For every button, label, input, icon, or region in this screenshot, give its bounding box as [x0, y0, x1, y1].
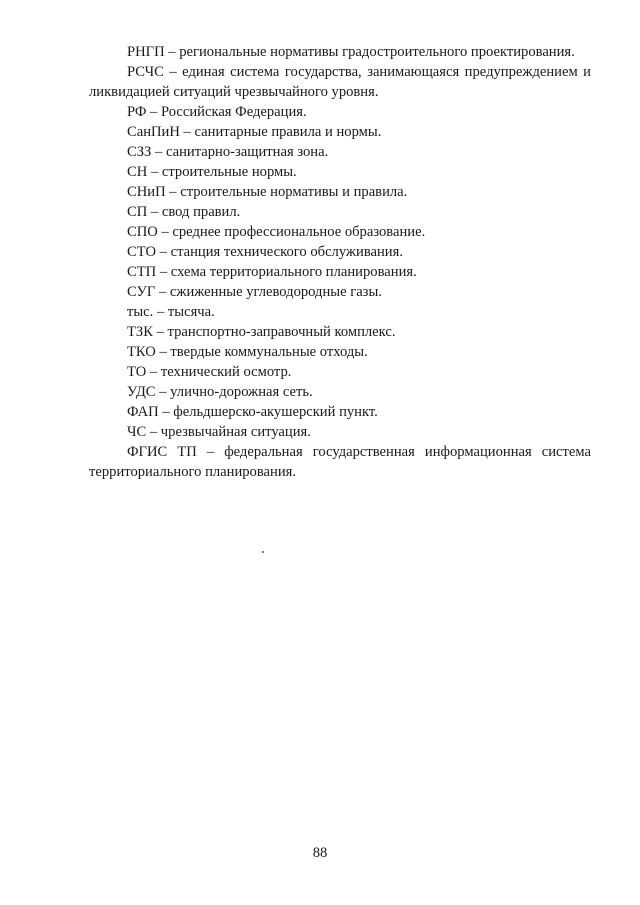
abbreviation-entry: УДС – улично-дорожная сеть. [127, 384, 313, 400]
abbreviation-entry: СН – строительные нормы. [127, 164, 297, 180]
scan-speck [262, 551, 264, 553]
abbreviation-entry: ФАП – фельдшерско-акушерский пункт. [127, 404, 378, 420]
abbreviation-entry: ЧС – чрезвычайная ситуация. [127, 424, 311, 440]
abbreviation-entry: ТЗК – транспортно-заправочный комплекс. [127, 324, 396, 340]
abbreviation-entry: РСЧС – единая система государства, занимающаяся предупреждением и ликвидацией ситуаций чрезвычайного уровня. [89, 64, 591, 100]
abbreviation-entry: СТП – схема территориального планирования. [127, 264, 417, 280]
abbreviations-list [89, 42, 591, 482]
abbreviation-entry: СЗЗ – санитарно-защитная зона. [127, 144, 329, 160]
abbreviation-entry: ТО – технический осмотр. [127, 364, 292, 380]
abbreviation-entry: СПО – среднее профессиональное образование. [127, 224, 426, 240]
abbreviation-entry: ФГИС ТП – федеральная государственная информационная система территориального планирования. [89, 444, 591, 480]
abbreviation-entry: тыс. – тысяча. [127, 304, 215, 320]
abbreviation-entry: СТО – станция технического обслуживания. [127, 244, 403, 260]
page-number: 88 [312, 845, 328, 861]
abbreviation-entry: СП – свод правил. [127, 204, 241, 220]
abbreviation-entry: ТКО – твердые коммунальные отходы. [127, 344, 368, 360]
abbreviation-entry: РНГП – региональные нормативы градостроительного проектирования. [127, 44, 575, 60]
abbreviation-entry: СанПиН – санитарные правила и нормы. [127, 124, 382, 140]
abbreviation-entry: СУГ – сжиженные углеводородные газы. [127, 284, 382, 300]
abbreviation-entry: СНиП – строительные нормативы и правила. [127, 184, 408, 200]
abbreviation-entry: РФ – Российская Федерация. [127, 104, 307, 120]
